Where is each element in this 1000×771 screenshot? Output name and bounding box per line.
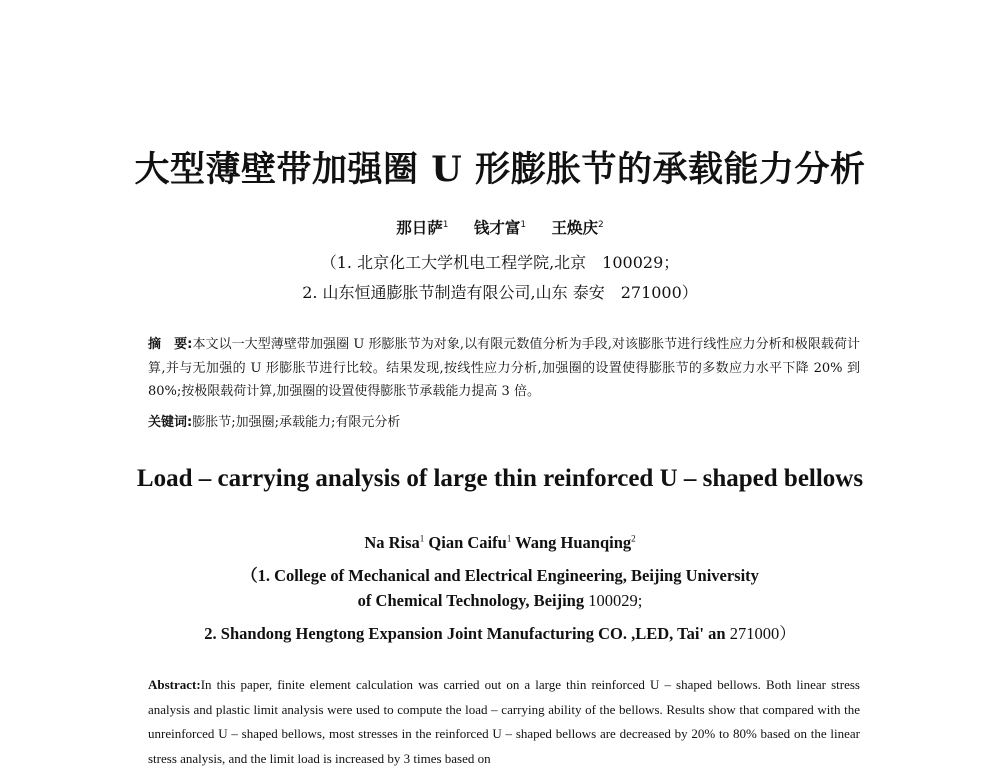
chinese-abstract-text: 本文以一大型薄壁带加强圈 U 形膨胀节为对象,以有限元数值分析为手段,对该膨胀节进行线性应力分析和极限载荷计算,并与无加强的 U 形膨胀节进行比较。结果发现,按线性应力分析,加强圈的设置使得膨胀节的多数应力水平下降 20% 到 80%;按极限载荷计算,加强圈的设置使得膨胀节承载能力提高 3 倍。 [148, 337, 860, 399]
chinese-keywords-label: 关键词: [148, 415, 193, 430]
english-abstract-text: In this paper, finite element calculation was carried out on a large thin reinforced U – shaped bellows. Both linear stress analysis and plastic limit analysis were used to compute the load – carrying ability of the bellows. Results show that compared with the unreinforced U – shaped bellows, most stresses in the reinforced U – shaped bellows are decreased by 20% to 80% based on the linear stress analysis, and the limit load is increased by 3 times based on [148, 677, 860, 766]
chinese-keywords-text: 膨胀节;加强圈;承载能力;有限元分析 [192, 415, 401, 430]
english-abstract-label: Abstract: [148, 677, 201, 692]
chinese-author: 钱才富$^1$ [473, 219, 527, 237]
english-title: Load – carrying analysis of large thin reinforced U – shaped bellows [136, 465, 864, 492]
english-affiliation-line-3-code: 271000） [729, 624, 796, 643]
chinese-abstract-label: 摘 要: [148, 337, 193, 352]
chinese-author: 王焕庆$^2$ [551, 219, 604, 237]
chinese-abstract [148, 333, 860, 404]
english-affiliation-line-3 [0, 620, 1000, 644]
chinese-keywords [148, 411, 860, 430]
chinese-affiliation-line-2: 2. 山东恒通膨胀节制造有限公司,山东 泰安 271000） [302, 283, 698, 302]
english-author: Na Risa$^1$ [364, 533, 425, 552]
english-author: Qian Caifu$^1$ [428, 533, 512, 552]
english-affiliation-line-2-code: 100029; [588, 591, 643, 610]
english-author: Wang Huanqing$^2$ [515, 533, 636, 552]
chinese-affiliation-line-1: （1. 北京化工大学机电工程学院,北京 100029； [320, 253, 680, 272]
english-abstract [148, 673, 860, 771]
english-affiliation-line-1: （1. College of Mechanical and Electrical Engineering, Beijing University [241, 566, 759, 585]
english-authors [0, 533, 1000, 553]
chinese-title: 大型薄壁带加强圈 U 形膨胀节的承载能力分析 [134, 149, 866, 190]
chinese-author: 那日萨$^1$ [396, 219, 449, 237]
english-affiliation-line-3-main: 2. Shandong Hengtong Expansion Joint Manufacturing CO. ,LED, Tai' an [204, 624, 726, 643]
english-affiliation-line-2 [0, 591, 1000, 611]
chinese-authors [0, 216, 1000, 238]
english-affiliation-line-2-main: of Chemical Technology, Beijing [357, 591, 585, 610]
